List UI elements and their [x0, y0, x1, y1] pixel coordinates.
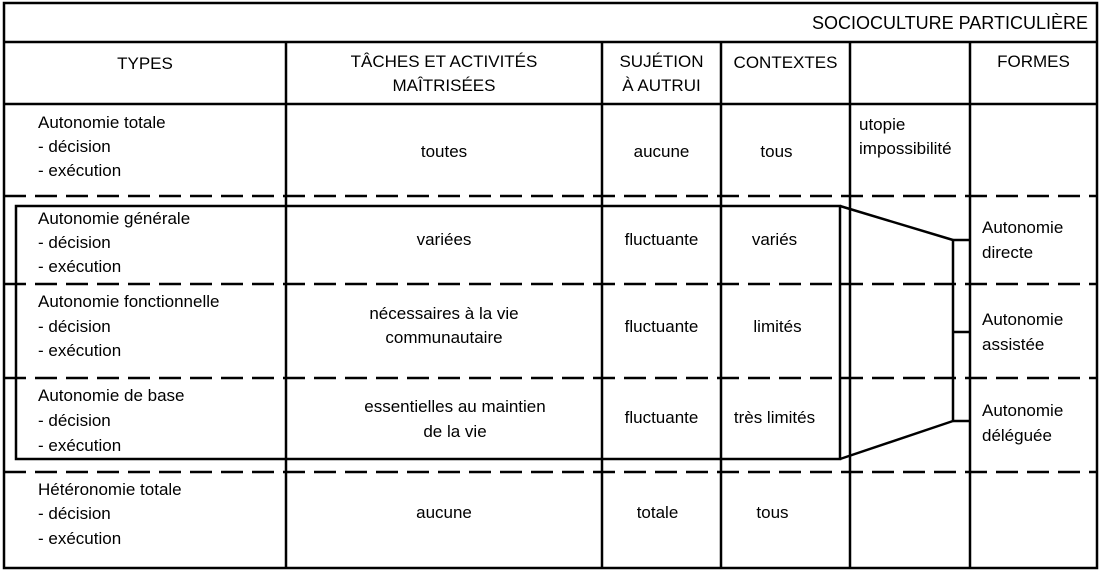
row-sub-execution: - exécution — [38, 257, 122, 276]
row-contextes: très limités — [733, 408, 816, 427]
row-sub-decision: - décision — [38, 504, 111, 523]
row-taches: variées — [416, 230, 472, 249]
row-taches-line2: communautaire — [385, 328, 503, 347]
header-formes: FORMES — [997, 52, 1070, 71]
row-contextes: variés — [751, 230, 798, 249]
row-taches-line1: essentielles au maintien — [364, 397, 546, 416]
forme-assistee-line1: Autonomie — [982, 310, 1064, 329]
row-sub-decision: - décision — [38, 233, 111, 252]
funnel-bottom-line — [840, 421, 953, 459]
row-taches: toutes — [420, 142, 468, 161]
row-note-line2: impossibilité — [859, 139, 952, 158]
row-type-label: Hétéronomie totale — [38, 480, 182, 499]
forme-directe-line2: directe — [982, 243, 1034, 262]
row-taches: aucune — [416, 503, 472, 522]
header-types: TYPES — [117, 54, 173, 73]
row-type-label: Autonomie de base — [38, 386, 185, 405]
row-sub-execution: - exécution — [38, 436, 122, 455]
forme-assistee-line2: assistée — [982, 335, 1045, 354]
row-sub-decision: - décision — [38, 411, 111, 430]
row-type-label: Autonomie fonctionnelle — [38, 292, 220, 311]
row-sub-execution: - exécution — [38, 529, 122, 548]
row-taches-line1: nécessaires à la vie — [369, 304, 519, 323]
forme-deleguee-line2: déléguée — [982, 426, 1052, 445]
row-contextes: limités — [753, 317, 802, 336]
row-sub-decision: - décision — [38, 137, 111, 156]
row-taches-line2: de la vie — [423, 422, 487, 441]
forme-deleguee-line1: Autonomie — [982, 401, 1064, 420]
forme-directe-line1: Autonomie — [982, 218, 1064, 237]
row-sujetion: fluctuante — [624, 408, 699, 427]
row-note-line1: utopie — [859, 115, 906, 134]
funnel-top-line — [840, 206, 953, 240]
row-type-label: Autonomie générale — [38, 209, 191, 228]
header-contextes: CONTEXTES — [733, 53, 838, 72]
header-sujetion-line1: SUJÉTION — [619, 52, 704, 71]
row-type-label: Autonomie totale — [38, 113, 166, 132]
row-contextes: tous — [756, 503, 789, 522]
row-sub-decision: - décision — [38, 317, 111, 336]
row-sub-execution: - exécution — [38, 341, 122, 360]
header-taches-line1: TÂCHES ET ACTIVITÉS — [350, 52, 538, 71]
header-taches-line2: MAÎTRISÉES — [392, 76, 496, 95]
row-sujetion: totale — [636, 503, 679, 522]
row-contextes: tous — [760, 142, 793, 161]
row-sub-execution: - exécution — [38, 161, 122, 180]
banner-title: SOCIOCULTURE PARTICULIÈRE — [811, 13, 1088, 33]
row-sujetion: aucune — [633, 142, 690, 161]
header-sujetion-line2: À AUTRUI — [622, 76, 701, 95]
row-sujetion: fluctuante — [624, 230, 699, 249]
row-sujetion: fluctuante — [624, 317, 699, 336]
